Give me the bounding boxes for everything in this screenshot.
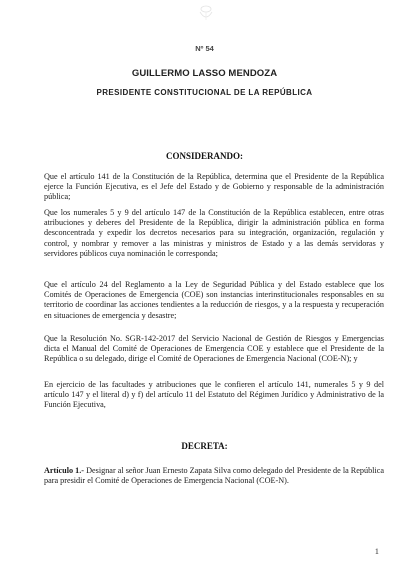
considerando-paragraph: Que la Resolución No. SGR-142-2017 del Servicio Nacional de Gestión de Riesgos y Emergencias dicta el Manual del Comité de Operaciones de Emergencia COE y establece que el Presidente de la República o su delegado, dirige el Comité de Operaciones de Emergencia Nacional (COE-N); y — [44, 334, 384, 364]
president-title: PRESIDENTE CONSTITUCIONAL DE LA REPÚBLICA — [96, 88, 313, 97]
considerando-paragraph: En ejercicio de las facultades y atribuciones que le confieren el artículo 141, numerales 5 y 9 del artículo 147 y el literal d) y f) del artículo 11 del Estatuto del Régimen Jurídico y Administrativo de la Función Ejecutiva, — [44, 380, 384, 410]
decree-number: Nº 54 — [195, 44, 214, 53]
page-number: 1 — [374, 546, 379, 556]
article-label: Artículo 1.- — [44, 466, 85, 475]
coat-of-arms-icon — [194, 3, 218, 23]
decreta-heading: DECRETA: — [181, 441, 228, 451]
considerando-paragraph: Que los numerales 5 y 9 del artículo 147 de la Constitución de la República establecen, entre otras atribuciones y deberes del Presidente de la República, dirigir la administración pública en forma desconcentrada y expedir los decretos necesarios para su integración, organización, regulación y control, y nombrar y remover a las ministras y ministros de Estado y a las demás servidoras y servidores públicos cuya nominación le corresponda; — [44, 208, 384, 258]
considerando-paragraph: Que el artículo 141 de la Constitución de la República, determina que el Presidente de la República ejerce la Función Ejecutiva, es el Jefe del Estado y de Gobierno y responsable de la administración pública; — [44, 172, 384, 202]
considerando-heading: CONSIDERANDO: — [165, 151, 243, 161]
article-text: Designar al señor Juan Ernesto Zapata Silva como delegado del Presidente de la República para presidir el Comité de Operaciones de Emergencia Nacional (COE-N). — [44, 466, 384, 486]
president-name: GUILLERMO LASSO MENDOZA — [131, 68, 278, 79]
considerando-paragraph: Que el artículo 24 del Reglamento a la Ley de Seguridad Pública y del Estado establece que los Comités de Operaciones de Emergencia (COE) son instancias interinstitucionales responsables en su territorio de coordinar las acciones tendientes a la reducción de riesgos, y a la respuesta y recuperación en situaciones de emergencia y desastre; — [44, 280, 384, 320]
article-1 — [44, 466, 384, 486]
